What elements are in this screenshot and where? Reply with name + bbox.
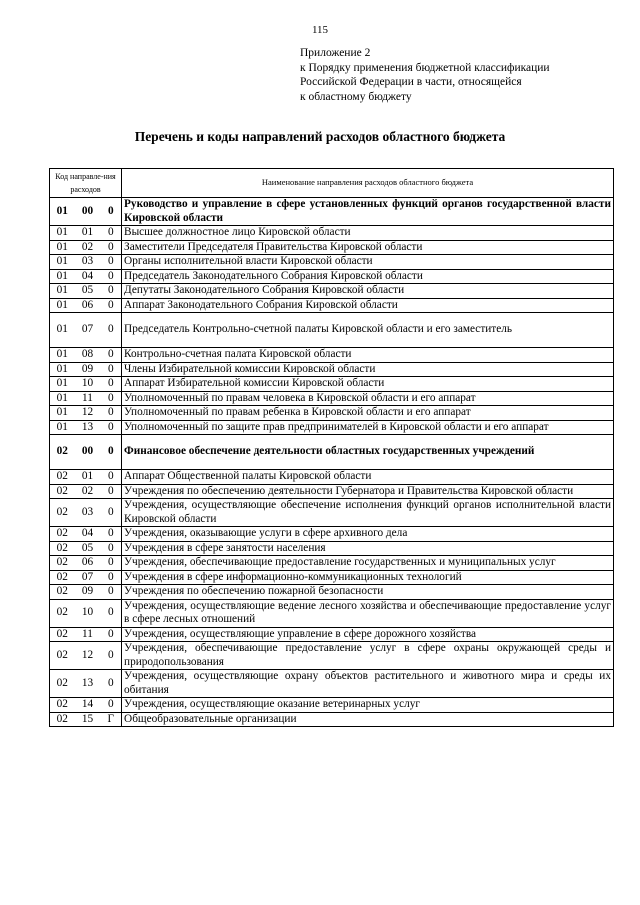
table-row — [50, 599, 614, 627]
code-subsection: 04 — [75, 527, 101, 542]
table-row — [50, 348, 614, 363]
code-subsection: 02 — [75, 240, 101, 255]
expense-name: Финансовое обеспечение деятельности областных государственных учреждений — [122, 435, 614, 470]
code-subsection: 02 — [75, 484, 101, 499]
code-suffix: 0 — [101, 420, 122, 435]
code-suffix: 0 — [101, 284, 122, 299]
page-number: 115 — [311, 24, 329, 36]
table-row — [50, 585, 614, 600]
table-row — [50, 712, 614, 727]
table-row — [50, 420, 614, 435]
table-row — [50, 570, 614, 585]
code-subsection: 15 — [75, 712, 101, 727]
code-section: 01 — [50, 406, 75, 421]
table-row — [50, 198, 614, 226]
code-subsection: 10 — [75, 377, 101, 392]
expense-name: Председатель Контрольно-счетной палаты Кировской области и его заместитель — [122, 313, 614, 348]
code-section: 01 — [50, 362, 75, 377]
expense-name: Высшее должностное лицо Кировской области — [122, 226, 614, 241]
appendix-line: Российской Федерации в части, относящейся — [300, 76, 522, 88]
code-subsection: 08 — [75, 348, 101, 363]
appendix-note — [300, 46, 620, 104]
expense-name: Аппарат Законодательного Собрания Кировской области — [122, 298, 614, 313]
code-suffix: 0 — [101, 470, 122, 485]
code-section: 02 — [50, 642, 75, 670]
expense-name: Контрольно-счетная палата Кировской области — [122, 348, 614, 363]
code-suffix: 0 — [101, 198, 122, 226]
code-subsection: 07 — [75, 570, 101, 585]
expense-name: Учреждения по обеспечению деятельности Губернатора и Правительства Кировской области — [122, 484, 614, 499]
code-section: 01 — [50, 226, 75, 241]
code-subsection: 12 — [75, 642, 101, 670]
expense-name: Уполномоченный по защите прав предпринимателей в Кировской области и его аппарат — [122, 420, 614, 435]
code-suffix: 0 — [101, 627, 122, 642]
code-subsection: 00 — [75, 198, 101, 226]
code-section: 02 — [50, 712, 75, 727]
code-suffix: 0 — [101, 585, 122, 600]
appendix-line: к Порядку применения бюджетной классификации — [300, 61, 550, 74]
table-row — [50, 406, 614, 421]
table-row — [50, 627, 614, 642]
document-title: Перечень и коды направлений расходов областного бюджета — [134, 129, 506, 144]
expense-name: Учреждения в сфере занятости населения — [122, 541, 614, 556]
expense-name: Органы исполнительной власти Кировской области — [122, 255, 614, 270]
table-row — [50, 391, 614, 406]
code-section: 02 — [50, 484, 75, 499]
code-suffix: 0 — [101, 698, 122, 713]
code-suffix: 0 — [101, 348, 122, 363]
code-section: 01 — [50, 269, 75, 284]
table-header-row — [50, 169, 614, 198]
table-row — [50, 527, 614, 542]
appendix-line: к областному бюджету — [300, 90, 412, 103]
code-section: 01 — [50, 240, 75, 255]
code-suffix: 0 — [101, 362, 122, 377]
table-row — [50, 362, 614, 377]
code-suffix: 0 — [101, 313, 122, 348]
code-subsection: 01 — [75, 226, 101, 241]
code-suffix: 0 — [101, 570, 122, 585]
expense-name: Члены Избирательной комиссии Кировской области — [122, 362, 614, 377]
code-subsection: 13 — [75, 420, 101, 435]
code-section: 01 — [50, 198, 75, 226]
code-section: 02 — [50, 599, 75, 627]
code-subsection: 00 — [75, 435, 101, 470]
code-subsection: 12 — [75, 406, 101, 421]
expense-name: Учреждения, осуществляющие ведение лесного хозяйства и обеспечивающие предоставление услуг в сфере лесных отношений — [122, 599, 614, 627]
code-suffix: 0 — [101, 226, 122, 241]
code-suffix: 0 — [101, 269, 122, 284]
code-section: 01 — [50, 348, 75, 363]
expense-name: Аппарат Избирательной комиссии Кировской области — [122, 377, 614, 392]
code-subsection: 04 — [75, 269, 101, 284]
code-subsection: 01 — [75, 470, 101, 485]
expense-name: Учреждения по обеспечению пожарной безопасности — [122, 585, 614, 600]
expenditure-codes-table — [49, 168, 614, 727]
expense-name: Руководство и управление в сфере установленных функций органов государственной власти Кировской области — [122, 198, 614, 226]
code-section: 02 — [50, 670, 75, 698]
code-subsection: 07 — [75, 313, 101, 348]
expense-name: Общеобразовательные организации — [122, 712, 614, 727]
table-row — [50, 484, 614, 499]
code-section: 02 — [50, 585, 75, 600]
expense-name: Учреждения, обеспечивающие предоставление государственных и муниципальных услуг — [122, 556, 614, 571]
code-subsection: 11 — [75, 391, 101, 406]
expense-name: Председатель Законодательного Собрания Кировской области — [122, 269, 614, 284]
table-row — [50, 470, 614, 485]
table-body — [50, 198, 614, 727]
code-section: 02 — [50, 627, 75, 642]
table-row — [50, 284, 614, 299]
code-subsection: 05 — [75, 541, 101, 556]
code-subsection: 13 — [75, 670, 101, 698]
expense-name: Учреждения, осуществляющие управление в сфере дорожного хозяйства — [122, 627, 614, 642]
code-section: 02 — [50, 570, 75, 585]
expense-name: Учреждения, осуществляющие обеспечение исполнения функций органов исполнительной власти Кировской области — [122, 499, 614, 527]
code-subsection: 03 — [75, 499, 101, 527]
table-row — [50, 255, 614, 270]
code-suffix: 0 — [101, 406, 122, 421]
code-suffix: 0 — [101, 484, 122, 499]
code-section: 01 — [50, 284, 75, 299]
code-section: 02 — [50, 541, 75, 556]
code-subsection: 11 — [75, 627, 101, 642]
code-section: 02 — [50, 527, 75, 542]
code-suffix: 0 — [101, 391, 122, 406]
header-name: Наименование направления расходов областного бюджета — [122, 169, 614, 198]
table-row — [50, 298, 614, 313]
table-row — [50, 642, 614, 670]
table-row — [50, 269, 614, 284]
code-subsection: 10 — [75, 599, 101, 627]
code-suffix: 0 — [101, 499, 122, 527]
expense-name: Аппарат Общественной палаты Кировской области — [122, 470, 614, 485]
expense-name: Депутаты Законодательного Собрания Кировской области — [122, 284, 614, 299]
code-section: 01 — [50, 255, 75, 270]
table-row — [50, 313, 614, 348]
code-section: 01 — [50, 377, 75, 392]
appendix-line: Приложение 2 — [300, 47, 371, 59]
code-section: 02 — [50, 435, 75, 470]
code-suffix: 0 — [101, 240, 122, 255]
code-section: 01 — [50, 313, 75, 348]
code-section: 02 — [50, 556, 75, 571]
expense-name: Уполномоченный по правам ребенка в Кировской области и его аппарат — [122, 406, 614, 421]
table-row — [50, 377, 614, 392]
table-row — [50, 240, 614, 255]
expense-name: Учреждения, оказывающие услуги в сфере архивного дела — [122, 527, 614, 542]
expense-name: Учреждения в сфере информационно-коммуникационных технологий — [122, 570, 614, 585]
table-row — [50, 226, 614, 241]
table-row — [50, 541, 614, 556]
table-row — [50, 556, 614, 571]
code-suffix: 0 — [101, 541, 122, 556]
code-suffix: 0 — [101, 255, 122, 270]
code-suffix: Г — [101, 712, 122, 727]
code-section: 01 — [50, 420, 75, 435]
code-suffix: 0 — [101, 599, 122, 627]
code-suffix: 0 — [101, 377, 122, 392]
code-section: 02 — [50, 698, 75, 713]
code-section: 02 — [50, 499, 75, 527]
code-subsection: 06 — [75, 556, 101, 571]
code-subsection: 09 — [75, 585, 101, 600]
code-suffix: 0 — [101, 527, 122, 542]
code-section: 02 — [50, 470, 75, 485]
table-row — [50, 698, 614, 713]
expense-name: Учреждения, осуществляющие оказание ветеринарных услуг — [122, 698, 614, 713]
code-suffix: 0 — [101, 556, 122, 571]
code-suffix: 0 — [101, 298, 122, 313]
code-section: 01 — [50, 298, 75, 313]
header-code: Код направле-ния расходов — [50, 169, 122, 198]
expense-name: Уполномоченный по правам человека в Кировской области и его аппарат — [122, 391, 614, 406]
code-suffix: 0 — [101, 642, 122, 670]
table-row — [50, 499, 614, 527]
expense-name: Учреждения, обеспечивающие предоставление услуг в сфере охраны окружающей среды и природопользования — [122, 642, 614, 670]
code-suffix: 0 — [101, 670, 122, 698]
code-subsection: 05 — [75, 284, 101, 299]
code-subsection: 06 — [75, 298, 101, 313]
code-subsection: 09 — [75, 362, 101, 377]
code-section: 01 — [50, 391, 75, 406]
expense-name: Заместители Председателя Правительства Кировской области — [122, 240, 614, 255]
table-row — [50, 670, 614, 698]
table-row — [50, 435, 614, 470]
code-subsection: 14 — [75, 698, 101, 713]
code-suffix: 0 — [101, 435, 122, 470]
expense-name: Учреждения, осуществляющие охрану объектов растительного и животного мира и среды их обитания — [122, 670, 614, 698]
code-subsection: 03 — [75, 255, 101, 270]
